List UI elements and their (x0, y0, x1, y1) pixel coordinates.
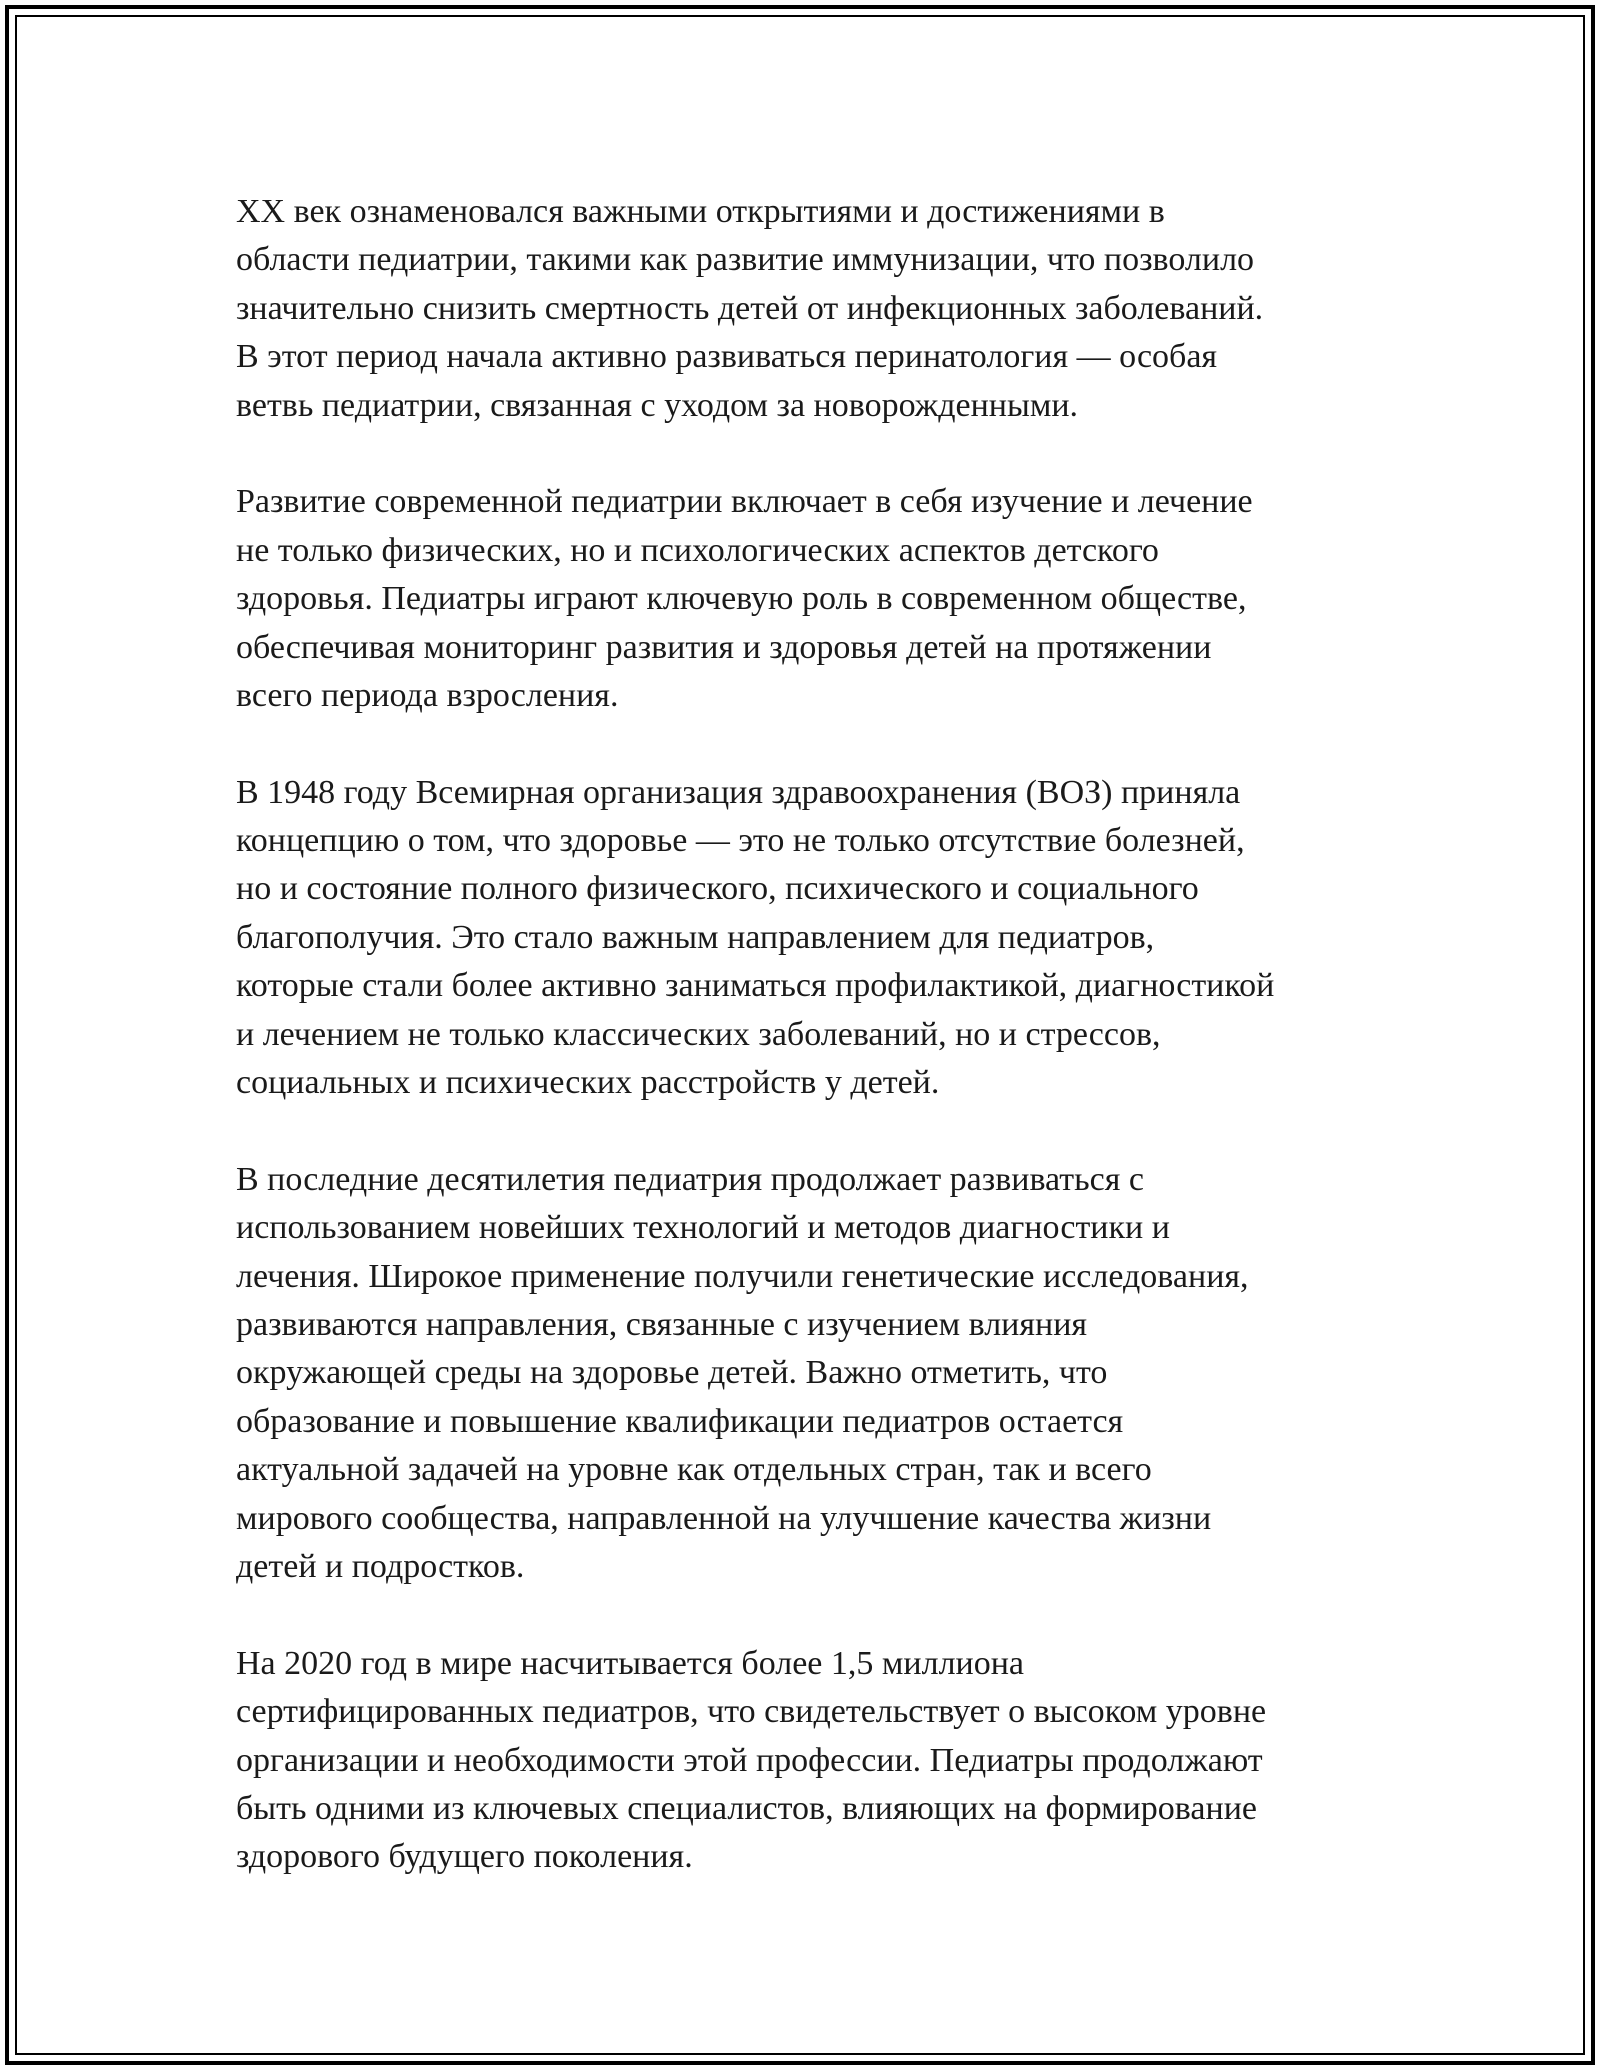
text-line: В этот период начала активно развиваться перинатология — особая (236, 338, 1218, 376)
text-line: значительно снизить смертность детей от инфекционных заболеваний. (236, 289, 1264, 327)
text-line: В последние десятилетия педиатрия продолжает развиваться с (236, 1160, 1144, 1198)
text-line: социальных и психических расстройств у детей. (236, 1064, 940, 1102)
paragraph-modern-pediatrics (236, 478, 1386, 720)
text-line: быть одними из ключевых специалистов, влияющих на формирование (236, 1789, 1257, 1827)
text-line: лечения. Широкое применение получили генетические исследования, (236, 1257, 1249, 1295)
text-line: детей и подростков. (236, 1547, 525, 1585)
text-line: обеспечивая мониторинг развития и здоровья детей на протяжении (236, 628, 1212, 666)
document-body (236, 188, 1386, 1882)
text-line: XX век ознаменовался важными открытиями и достижениями в (236, 193, 1165, 230)
text-line: использованием новейших технологий и методов диагностики и (236, 1209, 1170, 1247)
text-line: окружающей среды на здоровье детей. Важно отметить, что (236, 1354, 1108, 1392)
text-line: мирового сообщества, направленной на улучшение качества жизни (236, 1499, 1212, 1537)
text-line: здорового будущего поколения. (236, 1838, 693, 1876)
text-line: но и состояние полного физического, психического и социального (236, 870, 1199, 908)
text-line: В 1948 году Всемирная организация здравоохранения (ВОЗ) приняла (236, 773, 1241, 811)
text-line: организации и необходимости этой профессии. Педиатры продолжают (236, 1741, 1263, 1779)
text-line: развиваются направления, связанные с изучением влияния (236, 1305, 1088, 1343)
text-line: образование и повышение квалификации педиатров остается (236, 1402, 1124, 1440)
text-line: всего периода взросления. (236, 676, 619, 714)
text-line: На 2020 год в мире насчитывается более 1,5 миллиона (236, 1644, 1025, 1682)
text-line: концепцию о том, что здоровье — это не только отсутствие болезней, (236, 822, 1245, 860)
text-line: не только физических, но и психологических аспектов детского (236, 531, 1159, 569)
paragraph-who-1948 (236, 769, 1386, 1108)
text-line: Развитие современной педиатрии включает в себя изучение и лечение (236, 483, 1253, 521)
text-line: ветвь педиатрии, связанная с уходом за новорожденными. (236, 386, 1079, 424)
text-line: здоровья. Педиатры играют ключевую роль в современном обществе, (236, 580, 1247, 618)
text-line: благополучия. Это стало важным направлением для педиатров, (236, 918, 1155, 956)
paragraph-twentieth-century (236, 188, 1386, 430)
text-line: области педиатрии, такими как развитие иммунизации, что позволило (236, 241, 1255, 279)
text-line: и лечением не только классических заболеваний, но и стрессов, (236, 1015, 1161, 1053)
text-line: сертифицированных педиатров, что свидетельствует о высоком уровне (236, 1693, 1267, 1731)
paragraph-recent-decades (236, 1156, 1386, 1592)
text-line: которые стали более активно заниматься профилактикой, диагностикой (236, 967, 1275, 1005)
text-line: актуальной задачей на уровне как отдельных стран, так и всего (236, 1451, 1152, 1489)
paragraph-2020-statistics (236, 1640, 1386, 1882)
